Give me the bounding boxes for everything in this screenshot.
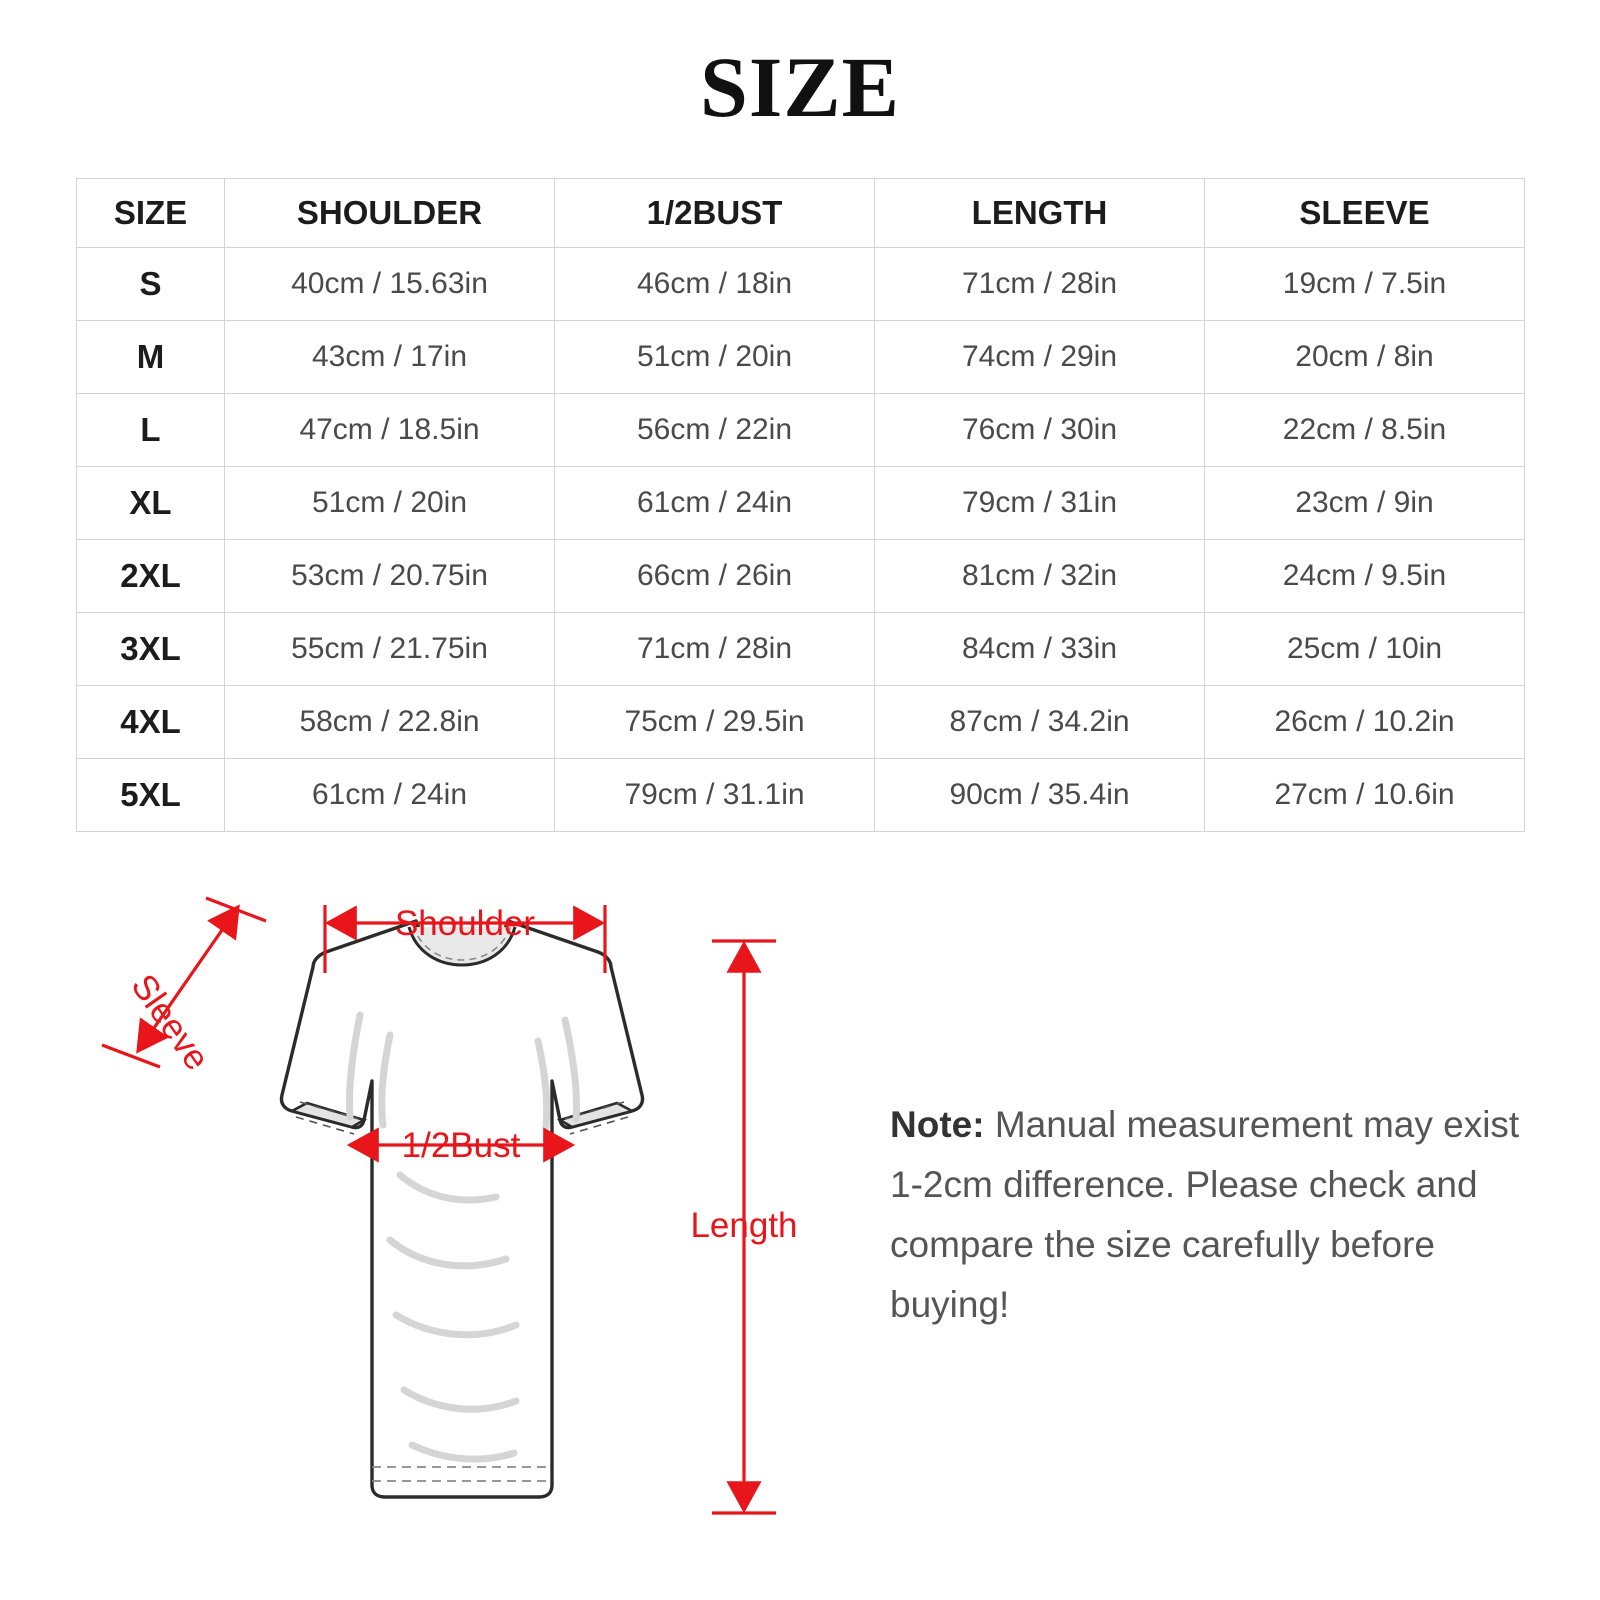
cell-sleeve: 27cm / 10.6in: [1205, 759, 1525, 832]
column-header-length: LENGTH: [875, 179, 1205, 248]
cell-size: S: [77, 248, 225, 321]
cell-bust: 46cm / 18in: [555, 248, 875, 321]
cell-length: 74cm / 29in: [875, 321, 1205, 394]
cell-length: 87cm / 34.2in: [875, 686, 1205, 759]
cell-length: 90cm / 35.4in: [875, 759, 1205, 832]
cell-shoulder: 55cm / 21.75in: [225, 613, 555, 686]
column-header-bust: 1/2BUST: [555, 179, 875, 248]
column-header-size: SIZE: [77, 179, 225, 248]
table-row: [77, 248, 1525, 321]
table-row: [77, 540, 1525, 613]
table-row: [77, 467, 1525, 540]
cell-size: 4XL: [77, 686, 225, 759]
sleeve-label: Sleeve: [123, 967, 217, 1078]
cell-bust: 75cm / 29.5in: [555, 686, 875, 759]
note-label: Note:: [890, 1104, 985, 1145]
cell-size: XL: [77, 467, 225, 540]
size-chart-table: [76, 178, 1525, 832]
cell-bust: 56cm / 22in: [555, 394, 875, 467]
cell-bust: 66cm / 26in: [555, 540, 875, 613]
cell-sleeve: 22cm / 8.5in: [1205, 394, 1525, 467]
table-row: [77, 759, 1525, 832]
cell-sleeve: 26cm / 10.2in: [1205, 686, 1525, 759]
cell-shoulder: 53cm / 20.75in: [225, 540, 555, 613]
cell-shoulder: 61cm / 24in: [225, 759, 555, 832]
note-text: [890, 1095, 1550, 1335]
cell-sleeve: 24cm / 9.5in: [1205, 540, 1525, 613]
table-header-row: [77, 179, 1525, 248]
cell-length: 81cm / 32in: [875, 540, 1205, 613]
table-row: [77, 686, 1525, 759]
cell-sleeve: 19cm / 7.5in: [1205, 248, 1525, 321]
cell-length: 76cm / 30in: [875, 394, 1205, 467]
cell-bust: 71cm / 28in: [555, 613, 875, 686]
cell-shoulder: 47cm / 18.5in: [225, 394, 555, 467]
cell-shoulder: 40cm / 15.63in: [225, 248, 555, 321]
table-row: [77, 394, 1525, 467]
column-header-shoulder: SHOULDER: [225, 179, 555, 248]
cell-size: 3XL: [77, 613, 225, 686]
measurement-diagram: [60, 845, 860, 1565]
cell-size: L: [77, 394, 225, 467]
cell-size: M: [77, 321, 225, 394]
length-label: Length: [690, 1206, 798, 1245]
cell-shoulder: 51cm / 20in: [225, 467, 555, 540]
bust-label: 1/2Bust: [401, 1126, 521, 1165]
cell-sleeve: 23cm / 9in: [1205, 467, 1525, 540]
table-row: [77, 321, 1525, 394]
cell-bust: 51cm / 20in: [555, 321, 875, 394]
cell-size: 5XL: [77, 759, 225, 832]
cell-sleeve: 25cm / 10in: [1205, 613, 1525, 686]
cell-bust: 61cm / 24in: [555, 467, 875, 540]
tshirt-illustration: [281, 921, 642, 1497]
cell-length: 79cm / 31in: [875, 467, 1205, 540]
column-header-sleeve: SLEEVE: [1205, 179, 1525, 248]
cell-bust: 79cm / 31.1in: [555, 759, 875, 832]
cell-sleeve: 20cm / 8in: [1205, 321, 1525, 394]
cell-shoulder: 43cm / 17in: [225, 321, 555, 394]
cell-length: 71cm / 28in: [875, 248, 1205, 321]
note-body: Manual measurement may exist 1-2cm difference. Please check and compare the size carefully before buying!: [890, 1104, 1520, 1325]
table-row: [77, 613, 1525, 686]
shoulder-label: Shoulder: [394, 904, 536, 943]
cell-length: 84cm / 33in: [875, 613, 1205, 686]
page-title: SIZE: [699, 39, 901, 135]
cell-size: 2XL: [77, 540, 225, 613]
cell-shoulder: 58cm / 22.8in: [225, 686, 555, 759]
